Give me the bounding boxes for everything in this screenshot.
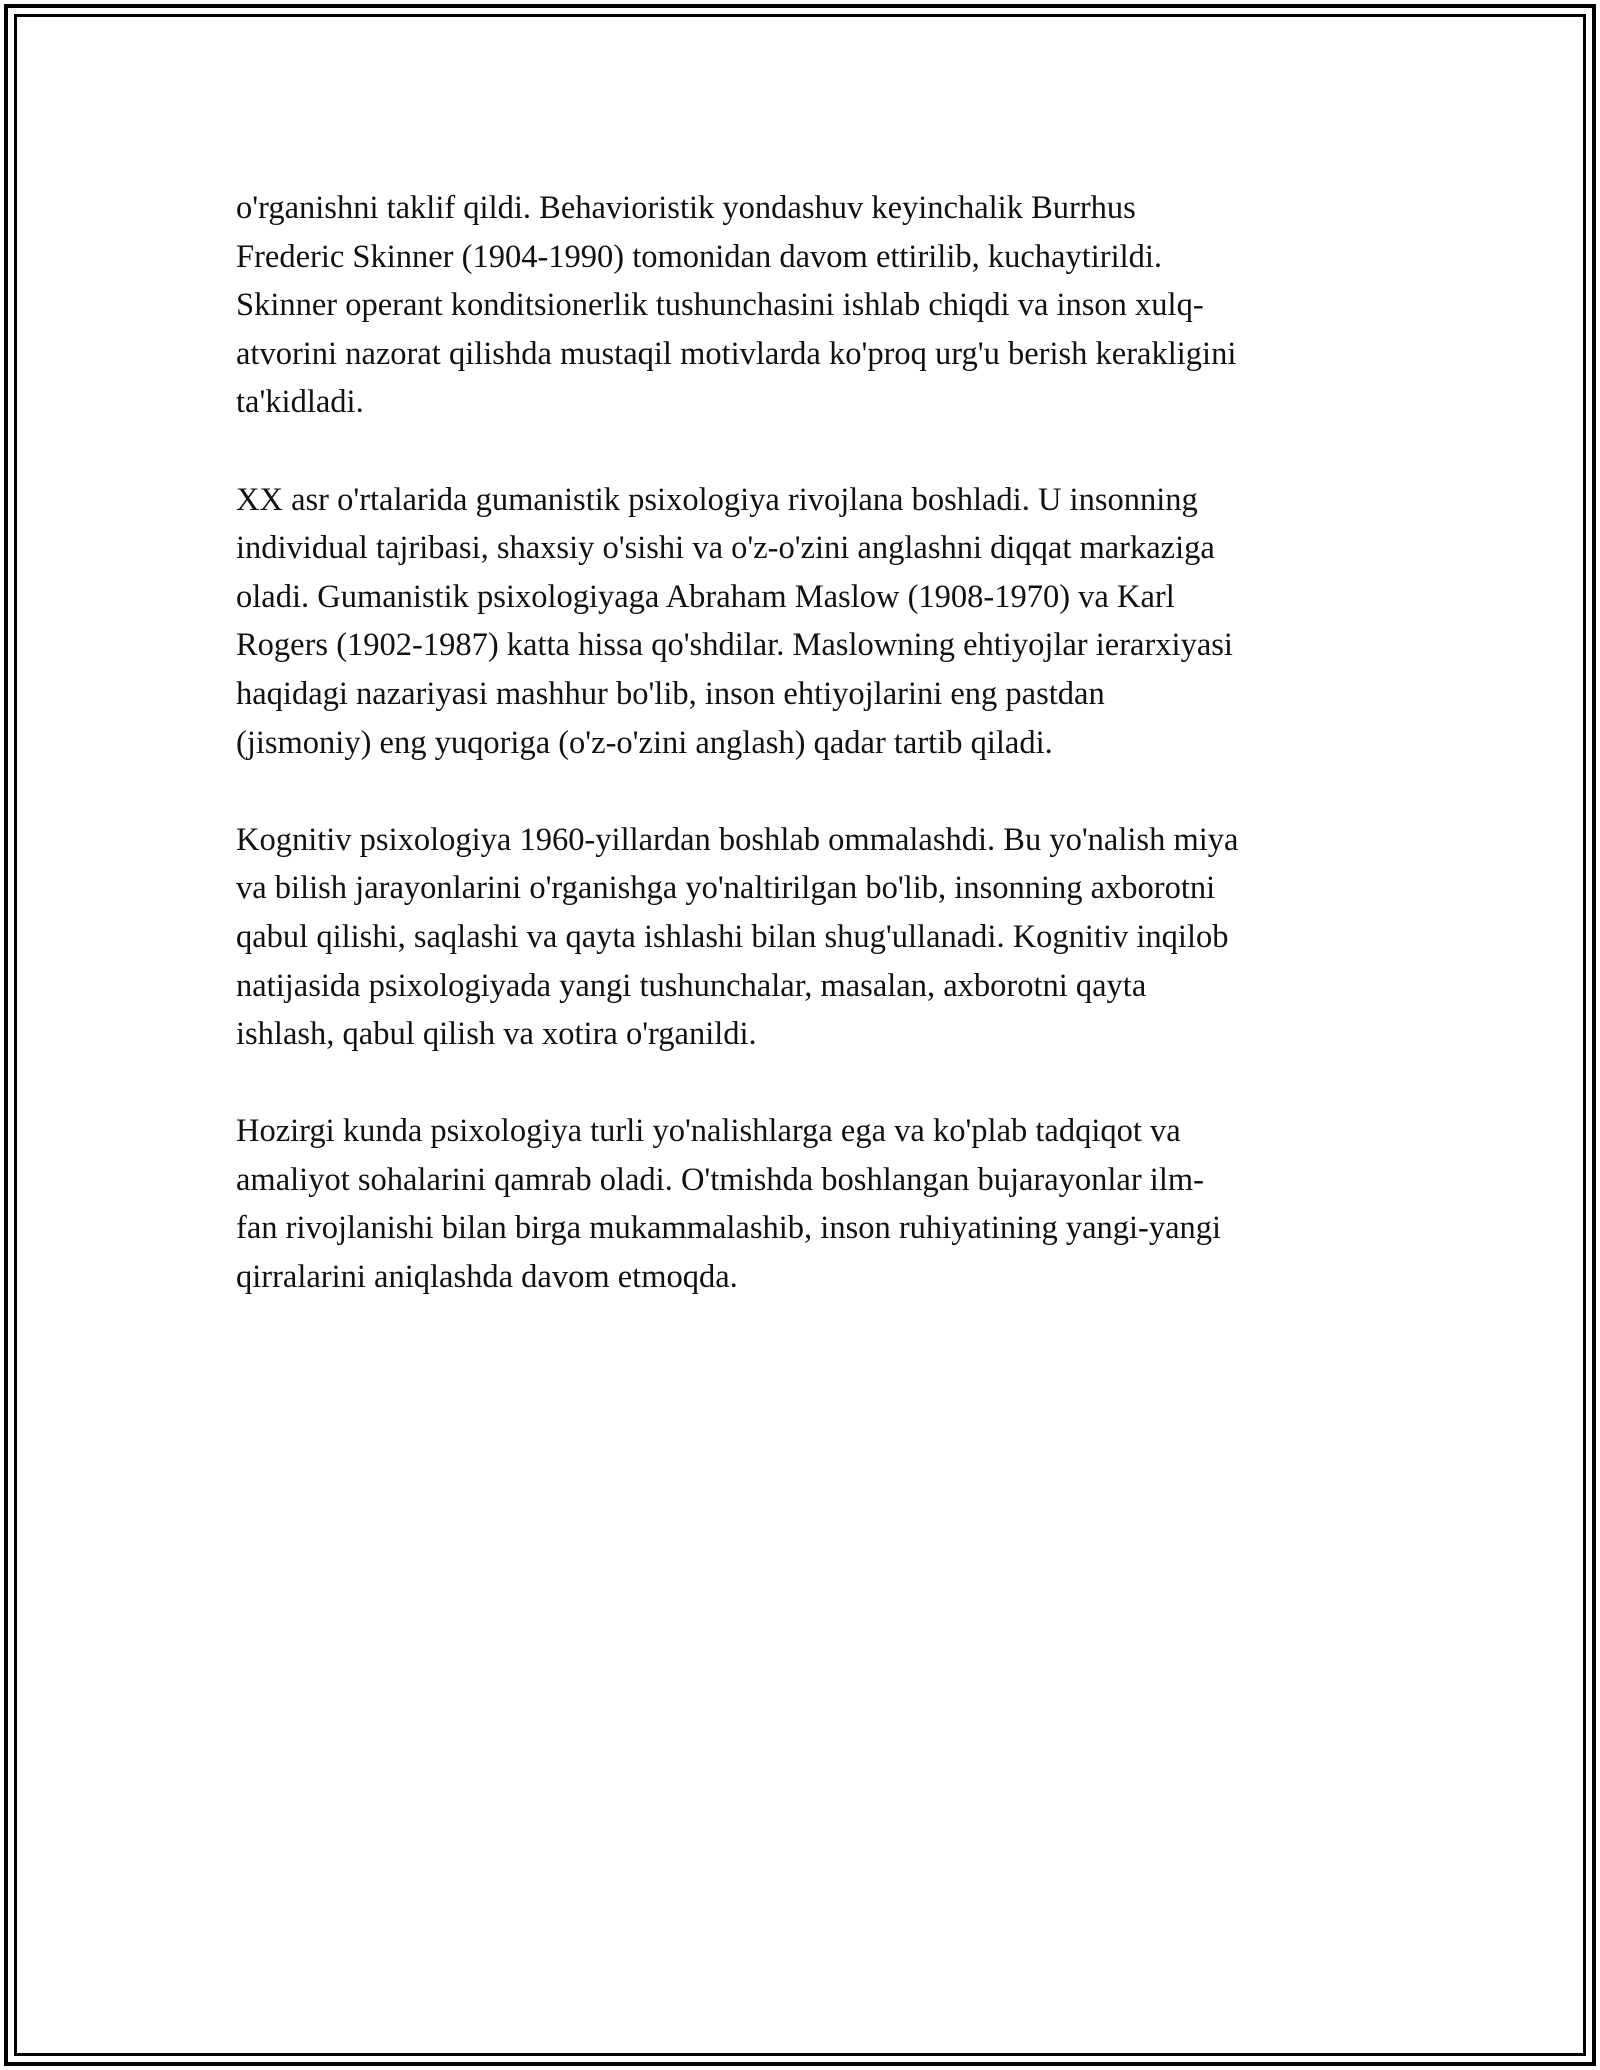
paragraph-behaviorism: o'rganishni taklif qildi. Behavioristik yondashuv keyinchalik Burrhus Frederic Skinner (1904-1990) tomonidan davom ettirilib, kuchaytirildi. Skinner operant konditsionerlik tushunchasini ishlab chiqdi va inson xulq- atvorini nazorat qilishda mustaqil motivlarda ko'proq urg'u berish kerakligini ta'kidladi. <box>236 190 1237 421</box>
paragraph-modern-psychology: Hozirgi kunda psixologiya turli yo'nalishlarga ega va ko'plab tadqiqot va amaliyot sohalarini qamrab oladi. O'tmishda boshlangan bujarayonlar ilm- fan rivojlanishi bilan birga mukammalashib, inson ruhiyatining yangi-yangi qirralarini aniqlashda davom etmoqda. <box>236 1113 1222 1296</box>
paragraph-humanistic-psychology: XX asr o'rtalarida gumanistik psixologiya rivojlana boshladi. U insonning individual tajribasi, shaxsiy o'sishi va o'z-o'zini anglashni diqqat markaziga oladi. Gumanistik psixologiyaga Abraham Maslow (1908-1970) va Karl Rogers (1902-1987) katta hissa qo'shdilar. Maslowning ehtiyojlar ierarxiyasi haqidagi nazariyasi mashhur bo'lib, inson ehtiyojlarini eng pastdan (jismoniy) eng yuqoriga (o'z-o'zini anglash) qadar tartib qiladi. <box>236 481 1233 761</box>
document-body <box>236 184 1376 1350</box>
paragraph-cognitive-psychology: Kognitiv psixologiya 1960-yillardan boshlab ommalashdi. Bu yo'nalish miya va bilish jarayonlarini o'rganishga yo'naltirilgan bo'lib, insonning axborotni qabul qilishi, saqlashi va qayta ishlashi bilan shug'ullanadi. Kognitiv inqilob natijasida psixologiyada yangi tushunchalar, masalan, axborotni qayta ishlash, qabul qilish va xotira o'rganildi. <box>236 821 1239 1053</box>
